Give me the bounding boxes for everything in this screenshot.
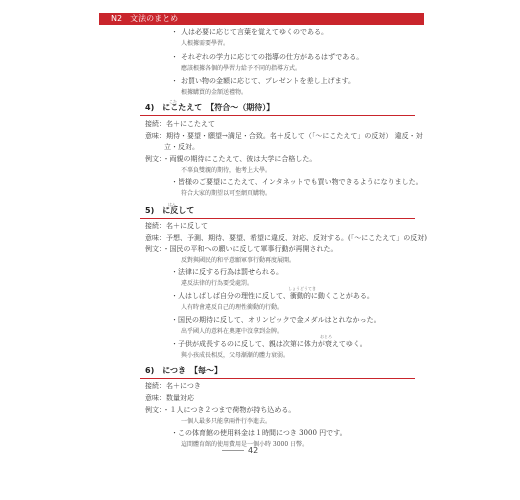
example-jp: ・この体育館の使用料金は１時間につき 3000 円です。 xyxy=(171,429,347,437)
example-zh: 不辜負雙親的期待，他考上大學。 xyxy=(181,167,272,174)
example-jp: 例文：・１人につき２つまで荷物が持ち込める。 xyxy=(145,406,296,414)
page-number-rule xyxy=(222,450,244,451)
example-jp: 例文：・両親の期待にこたえて、彼は大学に合格した。 xyxy=(145,155,317,163)
bullet: ・ xyxy=(171,77,178,85)
example-jp: お買い物の金額に応じて、プレゼントを差し上げます。 xyxy=(181,77,356,85)
example-jp: ・子供が成長するのに反して、親は次第に体力が衰えてゆく。 xyxy=(171,340,367,348)
example-zh: 根據購買的金額送禮物。 xyxy=(181,89,248,96)
example-zh: 符合大家的期望以可至網頁購物。 xyxy=(181,190,272,197)
example-jp: 人は必要に応じて言葉を覚えてゆくのである。 xyxy=(181,28,328,36)
example-zh: 人有時會違反自己的理性衝動的行動。 xyxy=(181,304,284,311)
example-jp: ・国民の期待に反して、オリンピックで金メダルはとれなかった。 xyxy=(171,316,381,324)
furigana: はん xyxy=(168,202,176,207)
example-zh: 反對與國民的和平意願軍事行動再度展開。 xyxy=(181,257,296,264)
example-zh: 與小孩成長相反，父母漸漸的體力衰弱。 xyxy=(181,352,290,359)
section-heading: 5) に反して xyxy=(145,206,195,215)
chapter-header xyxy=(99,13,424,25)
example-jp: 例文：・国民の平和への願いに反して軍事行動が再開された。 xyxy=(145,245,338,253)
meaning-line: 立・反対。 xyxy=(164,143,199,151)
chapter-title: N2 文法のまとめ xyxy=(111,14,179,23)
connection-line: 接続：名＋にこたえて xyxy=(145,120,215,128)
connection-line: 接続：名＋に反して xyxy=(145,222,208,230)
bullet: ・ xyxy=(171,28,178,36)
page-number: 42 xyxy=(248,446,259,455)
furigana: しょうどうてき xyxy=(288,286,316,291)
meaning-line: 意味：期待・要望・願望→満足・合致。名＋反して（「～にこたえて」の反対） 違反・対 xyxy=(145,132,423,140)
bullet: ・ xyxy=(171,53,178,61)
example-zh: 違反法律的行為要受處罰。 xyxy=(181,280,254,287)
section-underline xyxy=(140,218,415,219)
example-zh: 一個人最多只能拿兩件行李進去。 xyxy=(181,418,272,425)
example-jp: ・法律に反する行為は罰せられる。 xyxy=(171,268,283,276)
example-zh: 出乎國人的意料在奧運中沒拿到金牌。 xyxy=(181,328,284,335)
example-zh: 應該根據各個的學習力給予不同的指導方式。 xyxy=(181,65,302,72)
example-jp: ・皆様のご要望にこたえて、インタネットでも買い物できるようになりました。 xyxy=(171,178,423,186)
example-zh: 人根據需要學習。 xyxy=(181,40,230,47)
section-underline xyxy=(140,115,415,116)
section-underline xyxy=(140,378,415,379)
example-zh: 這間體育館的使用費用是一個小時 3000 日幣。 xyxy=(181,441,309,448)
example-jp: ・人はしばしば自分の理性に反して、衝動的に動くことがある。 xyxy=(171,292,374,300)
meaning-line: 意味：数量対応 xyxy=(145,394,194,402)
section-heading: 6) につき 【每～】 xyxy=(145,366,223,375)
furigana: おとろ xyxy=(320,334,332,339)
section-heading: 4) にこたえて 【符合～（期待）】 xyxy=(145,103,275,112)
meaning-line: 意味：予想、予測、期待、要望、希望に違反、対応、反対する。(「～にこたえて」の反対) xyxy=(145,234,427,242)
example-jp: それぞれの学力に応じての指導の仕方があるはずである。 xyxy=(181,53,364,61)
furigana: こた xyxy=(169,99,177,104)
connection-line: 接続：名＋につき xyxy=(145,382,201,390)
